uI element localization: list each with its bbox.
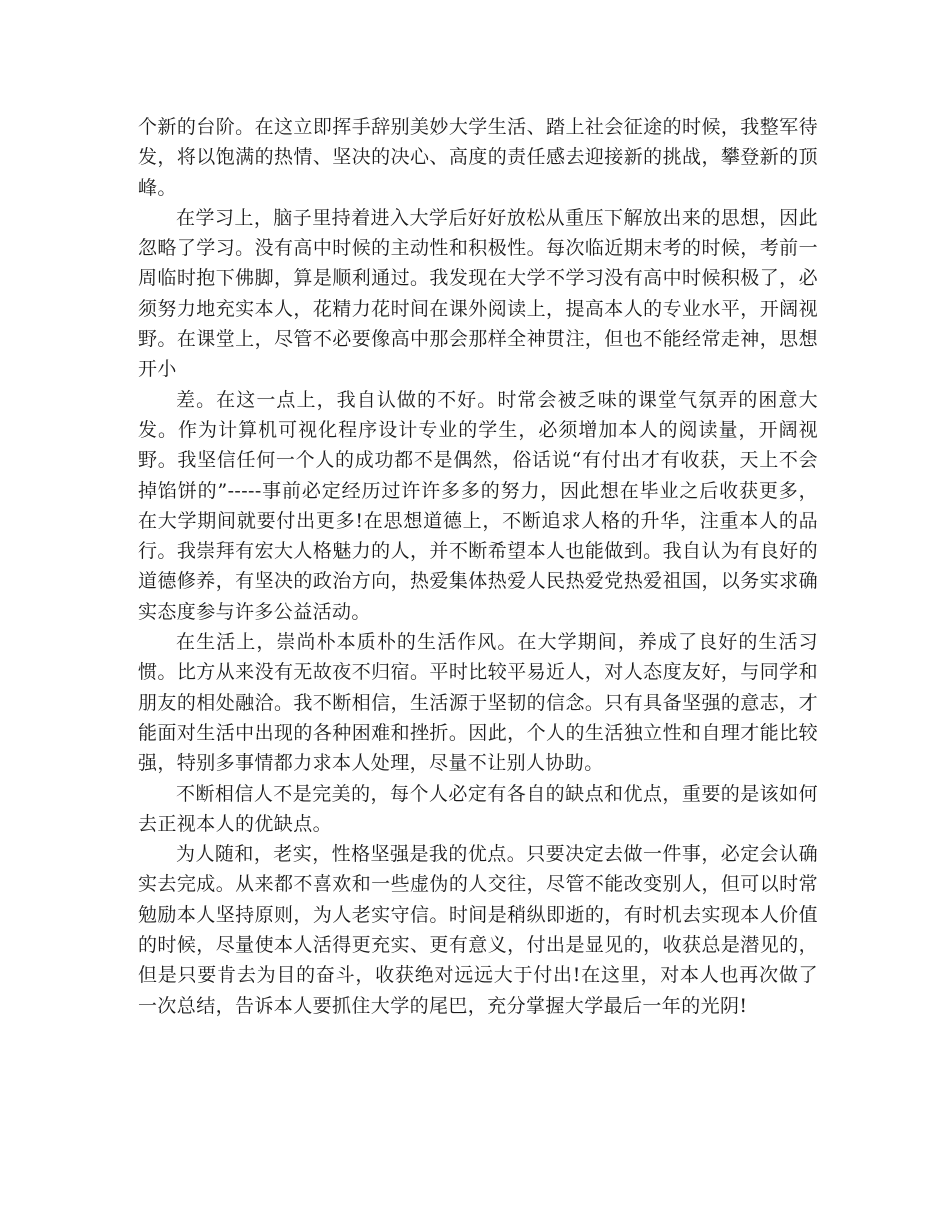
paragraph-life: 在生活上，崇尚朴本质朴的生活作风。在大学期间，养成了良好的生活习惯。比方从来没有无故夜不归宿。平时比较平易近人，对人态度友好，与同学和朋友的相处融洽。我不断相信，生活源于坚韧的信念。只有具备坚强的意志，才能面对生活中出现的各种困难和挫折。因此，个人的生活独立性和自理才能比较强，特别多事情都力求本人处理，尽量不让别人协助。 [138,631,818,775]
paragraph-continuation: 个新的台阶。在这立即挥手辞别美妙大学生活、踏上社会征途的时候，我整军待发，将以饱满的热情、坚决的决心、高度的责任感去迎接新的挑战，攀登新的顶峰。 [138,116,818,199]
paragraph-conclusion: 为人随和，老实，性格坚强是我的优点。只要决定去做一件事，必定会认确实去完成。从来都不喜欢和一些虚伪的人交往，尽管不能改变别人，但可以时常勉励本人坚持原则，为人老实守信。时间是稍纵即逝的，有时机去实现本人价值的时候，尽量使本人活得更充实、更有意义，付出是显见的，收获总是潜见的，但是只要肯去为目的奋斗，收获绝对远远大于付出!在这里，对本人也再次做了一次总结，告诉本人要抓住大学的尾巴，充分掌握大学最后一年的光阴! [138,843,818,1017]
paragraph-strengths-weaknesses: 不断相信人不是完美的，每个人必定有各自的缺点和优点，重要的是该如何去正视本人的优缺点。 [138,782,818,835]
document-body [138,112,818,1021]
paragraph-thought-morality: 差。在这一点上，我自认做的不好。时常会被乏味的课堂气氛弄的困意大发。作为计算机可视化程序设计专业的学生，必须增加本人的阅读量，开阔视野。我坚信任何一个人的成功都不是偶然，俗话说“有付出才有收获，天上不会掉馅饼的”-----事前必定经历过许许多多的努力，因此想在毕业之后收获更多，在大学期间就要付出更多!在思想道德上，不断追求人格的升华，注重本人的品行。我崇拜有宏大人格魅力的人，并不断希望本人也能做到。我自认为有良好的道德修养，有坚决的政治方向，热爱集体热爱人民热爱党热爱祖国，以务实求确实态度参与许多公益活动。 [138,388,818,623]
paragraph-study: 在学习上，脑子里持着进入大学后好好放松从重压下解放出来的思想，因此忽略了学习。没有高中时候的主动性和积极性。每次临近期末考的时候，考前一周临时抱下佛脚，算是顺利通过。我发现在大学不学习没有高中时候积极了，必须努力地充实本人，花精力花时间在课外阅读上，提高本人的专业水平，开阔视野。在课堂上，尽管不必要像高中那会那样全神贯注，但也不能经常走神，思想开小 [138,206,818,381]
